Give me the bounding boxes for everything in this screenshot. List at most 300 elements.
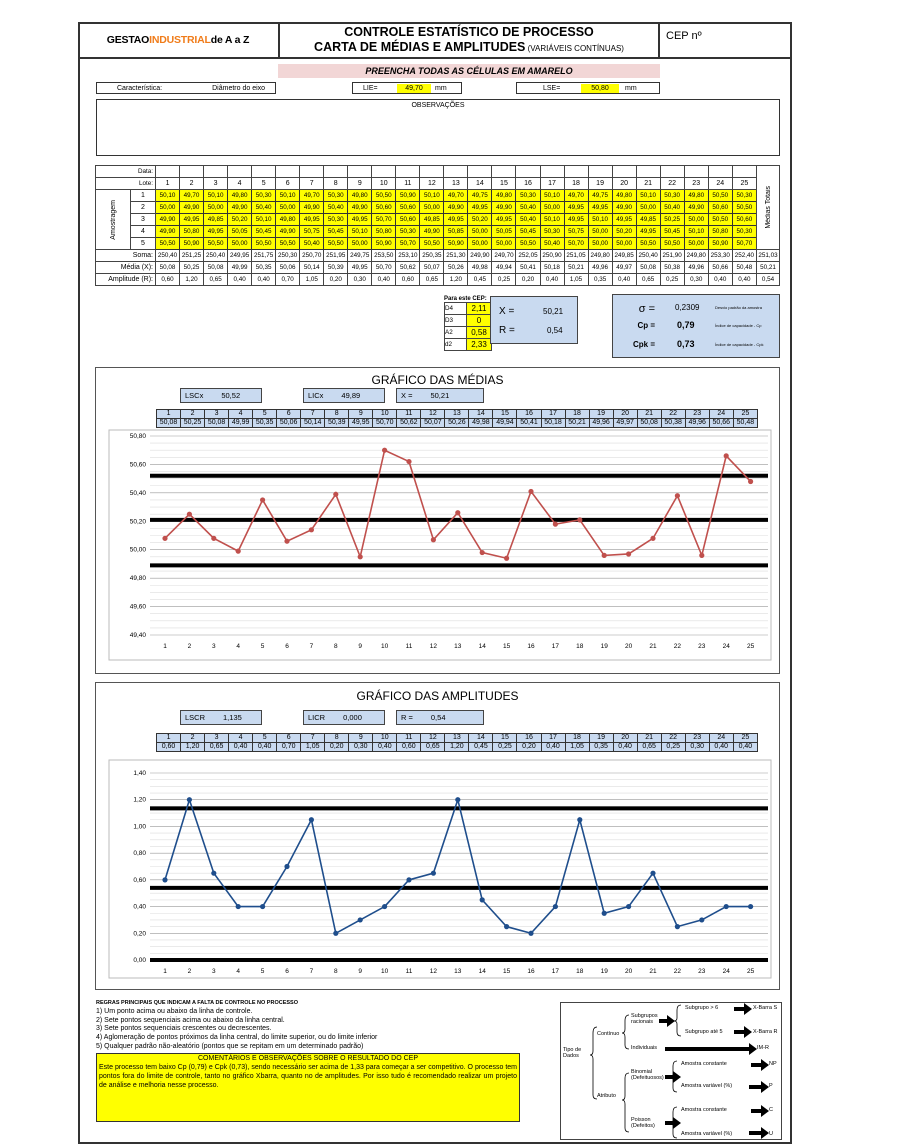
sample-cell[interactable]: 50,40 <box>300 238 324 250</box>
sample-cell[interactable]: 49,95 <box>564 214 588 226</box>
sample-cell[interactable]: 49,95 <box>180 214 204 226</box>
media-cell: 50,48 <box>732 262 756 274</box>
x-tick-label: 25 <box>746 968 755 975</box>
constant-name: D3 <box>445 315 467 327</box>
data-point <box>431 537 436 542</box>
sample-cell[interactable]: 50,60 <box>732 214 756 226</box>
sample-cell[interactable]: 49,80 <box>684 190 708 202</box>
data-point <box>333 492 338 497</box>
sample-cell[interactable]: 50,50 <box>708 214 732 226</box>
sample-cell[interactable]: 49,95 <box>444 214 468 226</box>
data-point <box>626 551 631 556</box>
sample-cell[interactable]: 50,90 <box>708 238 732 250</box>
sample-cell[interactable]: 50,30 <box>540 226 564 238</box>
sample-cell[interactable]: 50,50 <box>372 190 396 202</box>
x-tick-label: 9 <box>358 968 363 975</box>
flow-const2: Amostra constante <box>681 1107 727 1113</box>
date-cell[interactable] <box>660 166 684 178</box>
data-point <box>724 904 729 909</box>
sample-cell[interactable]: 50,00 <box>468 238 492 250</box>
x-tick-label: 6 <box>285 968 289 975</box>
amostragem-label <box>96 190 131 250</box>
date-cell[interactable] <box>204 166 228 178</box>
sample-cell[interactable]: 50,30 <box>252 190 276 202</box>
date-cell[interactable] <box>564 166 588 178</box>
constant-value[interactable]: 0,58 <box>467 327 492 339</box>
sample-cell[interactable]: 50,00 <box>684 238 708 250</box>
constants-table <box>444 296 492 351</box>
sample-cell[interactable]: 50,30 <box>324 214 348 226</box>
data-point <box>577 517 582 522</box>
media-row <box>96 262 780 274</box>
lote-number: 17 <box>540 178 564 190</box>
sample-cell[interactable]: 50,10 <box>252 214 276 226</box>
sample-cell[interactable]: 49,70 <box>300 190 324 202</box>
control-rules <box>96 999 377 1052</box>
sample-cell[interactable]: 50,10 <box>156 190 180 202</box>
x-tick-label: 23 <box>698 643 706 650</box>
media-cell: 49,96 <box>588 262 612 274</box>
date-cell[interactable] <box>396 166 420 178</box>
amostragem-text: Amostragem <box>109 199 117 240</box>
media-cell: 50,39 <box>324 262 348 274</box>
sample-cell[interactable]: 50,50 <box>636 238 660 250</box>
sample-cell[interactable]: 50,50 <box>156 238 180 250</box>
x-tick-label: 18 <box>576 968 584 975</box>
sample-cell[interactable]: 49,80 <box>612 190 636 202</box>
sample-cell[interactable]: 49,90 <box>444 202 468 214</box>
x-tick-label: 16 <box>527 643 535 650</box>
chart-index-cell: 25 <box>733 734 757 743</box>
lse-field[interactable] <box>516 82 660 94</box>
sample-cell[interactable]: 50,60 <box>396 214 420 226</box>
date-cell[interactable] <box>180 166 204 178</box>
x-tick-label: 18 <box>576 643 584 650</box>
chart-value-cell: 50,08 <box>205 419 229 428</box>
date-cell[interactable] <box>372 166 396 178</box>
date-cell[interactable] <box>636 166 660 178</box>
x-tick-label: 5 <box>260 643 265 650</box>
sample-cell[interactable]: 49,70 <box>444 190 468 202</box>
x-tick-label: 14 <box>478 643 486 650</box>
sample-cell[interactable]: 50,00 <box>612 238 636 250</box>
chart-index-cell: 7 <box>301 410 325 419</box>
data-point <box>528 931 533 936</box>
sample-cell[interactable]: 50,10 <box>204 190 228 202</box>
sample-cell[interactable]: 50,70 <box>372 214 396 226</box>
soma-row <box>96 250 780 262</box>
lote-number: 12 <box>420 178 444 190</box>
x-tick-label: 25 <box>746 643 755 650</box>
soma-cell: 251,05 <box>564 250 588 262</box>
date-cell[interactable] <box>684 166 708 178</box>
sample-cell[interactable]: 50,00 <box>684 214 708 226</box>
data-point <box>260 904 265 909</box>
sample-cell[interactable]: 50,05 <box>492 226 516 238</box>
date-cell[interactable] <box>156 166 180 178</box>
flowchart-braces-arrows <box>561 1003 783 1141</box>
chart-value-cell: 50,07 <box>421 419 445 428</box>
sample-cell[interactable]: 50,40 <box>324 202 348 214</box>
sample-cell[interactable]: 50,40 <box>516 202 540 214</box>
x-tick-label: 3 <box>211 643 216 650</box>
sample-cell[interactable]: 49,85 <box>420 214 444 226</box>
chart-index-cell: 5 <box>253 410 277 419</box>
sample-cell[interactable]: 50,50 <box>252 238 276 250</box>
sample-cell[interactable]: 49,70 <box>180 190 204 202</box>
sample-cell[interactable]: 49,70 <box>564 190 588 202</box>
constant-value[interactable]: 2,33 <box>467 339 492 351</box>
amp-cell: 0,45 <box>468 274 492 286</box>
sample-cell[interactable]: 50,05 <box>228 226 252 238</box>
sample-cell[interactable]: 50,00 <box>636 202 660 214</box>
sample-cell[interactable]: 50,30 <box>732 226 756 238</box>
sample-cell[interactable]: 49,90 <box>228 202 252 214</box>
data-point <box>382 448 387 453</box>
lsc-box-label: LSCx <box>185 391 204 400</box>
chart-value-cell: 0,45 <box>469 743 493 752</box>
amp-cell: 0,20 <box>324 274 348 286</box>
date-cell[interactable] <box>492 166 516 178</box>
amp-cell: 0,65 <box>420 274 444 286</box>
sample-cell[interactable]: 49,80 <box>276 214 300 226</box>
sample-cell[interactable]: 49,95 <box>204 226 228 238</box>
sample-cell[interactable]: 50,60 <box>708 202 732 214</box>
y-tick-label: 50,80 <box>129 433 146 440</box>
sample-cell[interactable]: 50,10 <box>276 190 300 202</box>
sample-cell[interactable]: 50,00 <box>204 202 228 214</box>
sample-cell[interactable]: 49,95 <box>348 214 372 226</box>
sample-cell[interactable]: 49,80 <box>228 190 252 202</box>
sample-cell[interactable]: 49,95 <box>612 214 636 226</box>
lote-number: 8 <box>324 178 348 190</box>
sample-cell[interactable]: 49,90 <box>156 226 180 238</box>
sample-cell[interactable]: 49,90 <box>612 202 636 214</box>
date-cell[interactable] <box>444 166 468 178</box>
sample-cell[interactable]: 50,10 <box>420 190 444 202</box>
chart-index-cell: 18 <box>565 734 589 743</box>
sample-cell[interactable]: 49,90 <box>420 226 444 238</box>
sample-cell[interactable]: 50,50 <box>420 238 444 250</box>
chart-value-cell: 49,97 <box>613 419 637 428</box>
sample-cell[interactable]: 50,10 <box>588 214 612 226</box>
chart-value-cell: 50,26 <box>445 419 469 428</box>
characteristic-field[interactable] <box>96 82 276 94</box>
sample-cell[interactable]: 50,90 <box>372 238 396 250</box>
sample-cell[interactable]: 49,95 <box>564 202 588 214</box>
sample-cell[interactable]: 50,25 <box>660 214 684 226</box>
sample-cell[interactable]: 49,85 <box>204 214 228 226</box>
sample-cell[interactable]: 50,00 <box>228 238 252 250</box>
x-tick-label: 7 <box>309 968 314 975</box>
date-cell[interactable] <box>276 166 300 178</box>
sample-cell[interactable]: 50,80 <box>708 226 732 238</box>
sample-cell[interactable]: 50,80 <box>180 226 204 238</box>
sample-cell[interactable]: 50,90 <box>396 190 420 202</box>
sample-cell[interactable]: 49,75 <box>468 190 492 202</box>
chart-value-cell: 0,60 <box>157 743 181 752</box>
date-cell[interactable] <box>732 166 756 178</box>
sample-row <box>96 214 780 226</box>
sample-cell[interactable]: 50,10 <box>540 190 564 202</box>
sample-cell[interactable]: 50,75 <box>300 226 324 238</box>
chart-index-cell: 12 <box>421 410 445 419</box>
chart-title: GRÁFICO DAS MÉDIAS <box>371 373 504 387</box>
x-tick-label: 21 <box>649 968 657 975</box>
date-cell[interactable] <box>300 166 324 178</box>
chart-title: GRÁFICO DAS AMPLITUDES <box>356 689 519 703</box>
data-point <box>211 871 216 876</box>
sample-cell[interactable]: 50,30 <box>732 190 756 202</box>
sample-cell[interactable]: 49,90 <box>180 202 204 214</box>
data-point <box>236 549 241 554</box>
sample-cell[interactable]: 50,00 <box>492 238 516 250</box>
amp-cell: 1,05 <box>564 274 588 286</box>
rules-title: REGRAS PRINCIPAIS QUE INDICAM A FALTA DE CONTROLE NO PROCESSO <box>96 1000 298 1006</box>
comments-box[interactable] <box>96 1053 520 1122</box>
lote-number: 22 <box>660 178 684 190</box>
x-tick-label: 20 <box>624 968 633 975</box>
media-cell: 50,38 <box>660 262 684 274</box>
sample-cell[interactable]: 50,50 <box>732 202 756 214</box>
sample-cell[interactable]: 50,30 <box>396 226 420 238</box>
chart-value-cell: 50,14 <box>301 419 325 428</box>
sample-cell[interactable]: 50,00 <box>468 226 492 238</box>
date-cell[interactable] <box>348 166 372 178</box>
date-cell[interactable] <box>612 166 636 178</box>
date-cell[interactable] <box>540 166 564 178</box>
data-point <box>406 459 411 464</box>
data-point <box>211 536 216 541</box>
chart-index-cell: 13 <box>445 410 469 419</box>
x-tick-label: 3 <box>211 968 216 975</box>
chart-value-cell: 1,05 <box>565 743 589 752</box>
sample-cell[interactable]: 49,95 <box>468 202 492 214</box>
lote-number: 20 <box>612 178 636 190</box>
sample-cell[interactable]: 50,50 <box>708 190 732 202</box>
lsc-box-value: 50,52 <box>221 391 241 400</box>
sample-cell[interactable]: 50,30 <box>324 190 348 202</box>
chart-index-cell: 14 <box>469 410 493 419</box>
media-cell: 50,06 <box>276 262 300 274</box>
sample-index: 3 <box>131 214 156 226</box>
flow-var2: Amostra variável (%) <box>681 1131 733 1137</box>
chart-value-cell: 49,99 <box>229 419 253 428</box>
sample-cell[interactable]: 50,60 <box>396 202 420 214</box>
x-tick-label: 23 <box>698 968 706 975</box>
media-cell: 50,66 <box>708 262 732 274</box>
y-tick-label: 50,60 <box>129 461 146 469</box>
rule-item: 3) Sete pontos sequenciais crescentes ou decrescentes. <box>96 1025 272 1033</box>
characteristic-value: Diâmetro do eixo <box>212 84 266 92</box>
chart-index-cell: 7 <box>301 734 325 743</box>
x-tick-label: 5 <box>260 968 265 975</box>
soma-cell: 252,05 <box>516 250 540 262</box>
center-box-value: 50,21 <box>430 391 450 400</box>
constant-value[interactable]: 0 <box>467 315 492 327</box>
sample-cell[interactable]: 49,90 <box>300 202 324 214</box>
sample-cell[interactable]: 50,30 <box>516 190 540 202</box>
sample-cell[interactable]: 50,70 <box>732 238 756 250</box>
sample-cell[interactable]: 50,45 <box>516 226 540 238</box>
sample-cell[interactable]: 50,90 <box>180 238 204 250</box>
sample-cell[interactable]: 49,80 <box>348 190 372 202</box>
date-cell[interactable] <box>252 166 276 178</box>
sample-cell[interactable]: 49,85 <box>636 214 660 226</box>
observations-label: OBSERVAÇÕES <box>411 102 465 109</box>
sample-cell[interactable]: 49,75 <box>588 190 612 202</box>
chart-index-cell: 22 <box>661 410 685 419</box>
date-cell[interactable] <box>420 166 444 178</box>
sample-cell[interactable]: 49,90 <box>684 202 708 214</box>
constant-value[interactable]: 2,11 <box>467 303 492 315</box>
sample-cell[interactable]: 50,80 <box>372 226 396 238</box>
date-cell[interactable] <box>468 166 492 178</box>
sample-cell[interactable]: 50,45 <box>324 226 348 238</box>
chart-index-cell: 4 <box>229 410 253 419</box>
r-bar-value: 0,54 <box>547 326 563 335</box>
chart-value-cell: 0,65 <box>205 743 229 752</box>
sample-cell[interactable]: 49,95 <box>588 202 612 214</box>
cep-number: CEP nº <box>660 22 792 59</box>
sample-cell[interactable]: 50,40 <box>660 202 684 214</box>
amp-total: 0,54 <box>757 274 780 286</box>
sample-cell[interactable]: 49,95 <box>492 214 516 226</box>
sample-cell[interactable]: 50,00 <box>588 226 612 238</box>
sample-cell[interactable]: 49,90 <box>492 202 516 214</box>
observations-box[interactable] <box>96 99 780 156</box>
data-table <box>95 165 780 286</box>
sample-cell[interactable]: 50,45 <box>252 226 276 238</box>
sample-cell[interactable]: 50,00 <box>276 202 300 214</box>
sample-cell[interactable]: 50,10 <box>636 190 660 202</box>
media-total: 50,21 <box>757 262 780 274</box>
flow-sub6: Subgrupo > 6 <box>685 1005 719 1011</box>
cpk-value: 0,73 <box>677 339 695 349</box>
data-point <box>455 510 460 515</box>
x-tick-label: 19 <box>600 643 608 650</box>
lie-field[interactable] <box>352 82 462 94</box>
chart-value-cell: 50,70 <box>373 419 397 428</box>
sample-cell[interactable]: 49,90 <box>348 202 372 214</box>
soma-cell: 249,95 <box>228 250 252 262</box>
x-tick-label: 15 <box>502 968 511 975</box>
sample-cell[interactable]: 50,10 <box>348 226 372 238</box>
sample-cell[interactable]: 49,80 <box>492 190 516 202</box>
sample-cell[interactable]: 50,30 <box>660 190 684 202</box>
sample-cell[interactable]: 50,20 <box>468 214 492 226</box>
date-cell[interactable] <box>588 166 612 178</box>
soma-cell: 253,50 <box>372 250 396 262</box>
flow-xs: X-Barra S <box>753 1005 778 1011</box>
amp-cell: 0,40 <box>252 274 276 286</box>
date-cell[interactable] <box>516 166 540 178</box>
soma-cell: 250,40 <box>156 250 180 262</box>
media-cell: 49,95 <box>348 262 372 274</box>
sample-cell[interactable]: 50,75 <box>564 226 588 238</box>
x-tick-label: 1 <box>163 968 167 975</box>
sample-cell[interactable]: 50,00 <box>540 202 564 214</box>
media-cell: 50,70 <box>372 262 396 274</box>
lse-label: LSE= <box>543 84 561 92</box>
sigma-desc: Desvio padrão da amostra <box>715 305 762 310</box>
sample-cell[interactable]: 50,10 <box>684 226 708 238</box>
sample-cell[interactable]: 49,90 <box>276 226 300 238</box>
date-cell[interactable] <box>708 166 732 178</box>
chart-value-cell: 50,25 <box>181 419 205 428</box>
sample-cell[interactable]: 50,85 <box>444 226 468 238</box>
sample-cell[interactable]: 49,95 <box>300 214 324 226</box>
sample-cell[interactable]: 50,50 <box>276 238 300 250</box>
amp-cell: 0,70 <box>276 274 300 286</box>
media-cell: 50,62 <box>396 262 420 274</box>
media-cell: 49,97 <box>612 262 636 274</box>
cp-label: Cp = <box>637 321 655 330</box>
sample-cell[interactable]: 50,00 <box>420 202 444 214</box>
lote-number: 14 <box>468 178 492 190</box>
sample-cell[interactable]: 50,45 <box>660 226 684 238</box>
x-tick-label: 12 <box>429 968 438 975</box>
rule-item: 5) Qualquer padrão não-aleatório (pontos que se repitam em um determinado padrão) <box>96 1042 364 1050</box>
lote-number: 2 <box>180 178 204 190</box>
sample-cell[interactable]: 50,50 <box>516 238 540 250</box>
date-cell[interactable] <box>324 166 348 178</box>
chart-value-cell: 0,40 <box>253 743 277 752</box>
amp-cell: 0,25 <box>660 274 684 286</box>
chart-index-cell: 16 <box>517 734 541 743</box>
sample-cell[interactable]: 50,40 <box>252 202 276 214</box>
sample-cell[interactable]: 50,40 <box>516 214 540 226</box>
chart-index-cell: 5 <box>253 734 277 743</box>
sample-cell[interactable]: 50,90 <box>444 238 468 250</box>
flow-sub5: Subgrupo até 5 <box>685 1029 723 1035</box>
lie-value[interactable]: 49,70 <box>397 84 431 93</box>
media-cell: 50,41 <box>516 262 540 274</box>
sample-cell[interactable]: 50,20 <box>228 214 252 226</box>
sample-cell[interactable]: 49,90 <box>156 214 180 226</box>
sample-cell[interactable]: 50,50 <box>660 238 684 250</box>
lote-number: 19 <box>588 178 612 190</box>
sample-cell[interactable]: 50,10 <box>540 214 564 226</box>
lse-value[interactable]: 50,80 <box>581 84 619 93</box>
chart-value-cell: 1,20 <box>181 743 205 752</box>
sample-cell[interactable]: 50,70 <box>564 238 588 250</box>
sample-cell[interactable]: 50,50 <box>324 238 348 250</box>
center-box-value: 0,54 <box>430 713 446 722</box>
sample-cell[interactable]: 49,95 <box>636 226 660 238</box>
x-tick-label: 4 <box>236 643 241 650</box>
sample-cell[interactable]: 50,00 <box>156 202 180 214</box>
chart-value-cell: 49,95 <box>349 419 373 428</box>
chart-value-cell: 0,70 <box>277 743 301 752</box>
amp-cell: 0,65 <box>636 274 660 286</box>
sample-cell[interactable]: 50,60 <box>372 202 396 214</box>
amp-cell: 1,20 <box>444 274 468 286</box>
soma-cell: 249,75 <box>348 250 372 262</box>
data-point <box>455 797 460 802</box>
amp-cell: 0,40 <box>612 274 636 286</box>
y-tick-label: 0,40 <box>133 903 146 911</box>
medias-totais-label: Médias Totais <box>764 186 772 229</box>
sample-cell[interactable]: 50,00 <box>588 238 612 250</box>
sample-cell[interactable]: 50,20 <box>612 226 636 238</box>
date-cell[interactable] <box>228 166 252 178</box>
sample-cell[interactable]: 50,70 <box>396 238 420 250</box>
x-tick-label: 8 <box>333 968 338 975</box>
sample-cell[interactable]: 50,50 <box>204 238 228 250</box>
sample-cell[interactable]: 50,00 <box>348 238 372 250</box>
sample-cell[interactable]: 50,40 <box>540 238 564 250</box>
